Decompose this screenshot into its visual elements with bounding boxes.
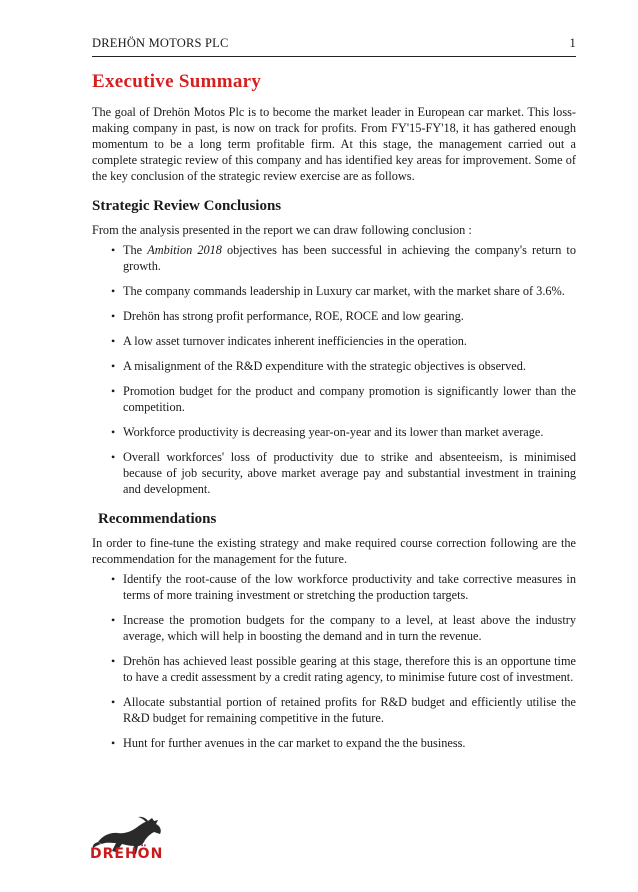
list-item: • Workforce productivity is decreasing year-on-year and its lower than market average. — [123, 424, 576, 440]
header-company: DREHÖN MOTORS PLC — [92, 36, 229, 50]
list-item-text: The — [123, 243, 148, 257]
conclusions-intro: From the analysis presented in the report we can draw following conclusion : — [92, 223, 472, 237]
header-page-number: 1 — [569, 36, 576, 50]
rearing-horse-icon — [92, 812, 172, 872]
list-item-emphasis: Ambition 2018 — [147, 243, 222, 257]
list-item: • Increase the promotion budgets for the company to a level, at least above the industry average, which will help in boosting the demand and in turn the revenue. — [123, 612, 576, 644]
recommendations-list — [92, 571, 576, 751]
list-item: • Drehön has achieved least possible gearing at this stage, therefore this is an opportune time to have a credit assessment by a credit rating agency, to minimise future cost of investment. — [123, 653, 576, 685]
list-item: • Promotion budget for the product and company promotion is significantly lower than the competition. — [123, 383, 576, 415]
executive-summary-paragraph: The goal of Drehön Motos Plc is to become the market leader in European car market. This loss-making company in past, is now on track for profits. From FY'15-FY'18, it has gathered enough momentum to be a long term profitable firm. At this stage, the management carried out a complete strategic review of this company and has identified key areas for improvement. Some of the key conclusion of the strategic review exercise are as follows. — [92, 105, 576, 183]
conclusions-list — [92, 242, 576, 497]
list-item: • The company commands leadership in Luxury car market, with the market share of 3.6%. — [123, 283, 576, 299]
list-item: • A low asset turnover indicates inherent inefficiencies in the operation. — [123, 333, 576, 349]
section-title-recommendations: Recommendations — [98, 511, 217, 527]
logo-wordmark: DREHÖN — [90, 846, 164, 862]
list-item-text: objectives has been successful in achieving the company's return to growth. — [123, 243, 576, 273]
list-item: • Allocate substantial portion of retained profits for R&D budget and efficiently utilise the R&D budget for remaining competitive in the future. — [123, 694, 576, 726]
page-header — [92, 36, 576, 56]
list-item — [123, 242, 576, 274]
document-body — [92, 70, 576, 760]
section-title-executive-summary: Executive Summary — [92, 71, 262, 92]
list-item: • A misalignment of the R&D expenditure with the strategic objectives is observed. — [123, 358, 576, 374]
list-item: • Drehön has strong profit performance, ROE, ROCE and low gearing. — [123, 308, 576, 324]
list-item: • Identify the root-cause of the low workforce productivity and take corrective measures in terms of more training investment or stretching the production targets. — [123, 571, 576, 603]
header-rule — [92, 56, 576, 57]
section-title-strategic-review: Strategic Review Conclusions — [92, 198, 282, 214]
list-item: • Hunt for further avenues in the car market to expand the the business. — [123, 735, 576, 751]
list-item: • Overall workforces' loss of productivity due to strike and absenteeism, is minimised because of job security, above market average pay and substantial investment in training and development. — [123, 449, 576, 497]
recommendations-intro: In order to fine-tune the existing strategy and make required course correction following are the recommendation for the management for the future. — [92, 536, 576, 566]
